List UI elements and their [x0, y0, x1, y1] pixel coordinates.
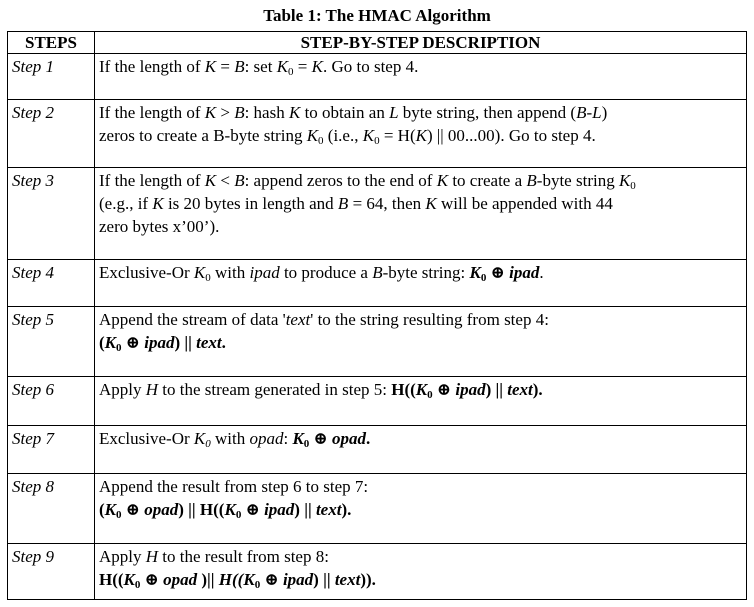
step-label: Step 9: [8, 544, 95, 600]
step-label: Step 5: [8, 307, 95, 377]
step-label: Step 2: [8, 100, 95, 168]
table-row: [8, 260, 747, 307]
header-steps: STEPS: [8, 32, 95, 54]
step-description: If the length of K > B: hash K to obtain an L byte string, then append (B-L) zeros to create a B-byte string $K_0$ (i.e., $K_0 = H(K)$ || 00...00). Go to step 4.: [95, 100, 747, 168]
hmac-algorithm-table: [7, 31, 747, 600]
step-label: Step 1: [8, 54, 95, 100]
step-description: If the length of K < B: append zeros to the end of K to create a B-byte string $K_0$ (e.g., if K is 20 bytes in length and B = 64, then K will be appended with 44 zero bytes x’00’).: [95, 168, 747, 260]
step-description: Apply H to the stream generated in step 5: $H((K_0$ ⊕ ipad) || text).: [95, 377, 747, 426]
step-label: Step 4: [8, 260, 95, 307]
header-description: STEP-BY-STEP DESCRIPTION: [95, 32, 747, 54]
table-row: [8, 544, 747, 600]
table-row: [8, 168, 747, 260]
table-row: [8, 426, 747, 474]
step-label: Step 8: [8, 474, 95, 544]
step-label: Step 3: [8, 168, 95, 260]
step-description: Exclusive-Or $K_0$ with opad: $K_0$ ⊕ opad.: [95, 426, 747, 474]
table-row: [8, 307, 747, 377]
table-row: [8, 377, 747, 426]
step-label: Step 6: [8, 377, 95, 426]
step-description: Append the stream of data 'text' to the string resulting from step 4: ($K_0$ ⊕ ipad) || text.: [95, 307, 747, 377]
step-label: Step 7: [8, 426, 95, 474]
step-description: Apply H to the result from step 8: $H((K_0$ ⊕ opad )|| $H((K_0$ ⊕ ipad) || text)).: [95, 544, 747, 600]
table-caption: Table 1: The HMAC Algorithm: [263, 6, 491, 25]
table-row: [8, 474, 747, 544]
step-description: Exclusive-Or $K_0$ with ipad to produce a B-byte string: $K_0$ ⊕ ipad.: [95, 260, 747, 307]
table-row: [8, 100, 747, 168]
header-row: [8, 32, 747, 54]
table-row: [8, 54, 747, 100]
step-description: If the length of K = B: set $K_0 = K$. Go to step 4.: [95, 54, 747, 100]
step-description: Append the result from step 6 to step 7: ($K_0$ ⊕ opad) || $H((K_0$ ⊕ ipad) || text).: [95, 474, 747, 544]
